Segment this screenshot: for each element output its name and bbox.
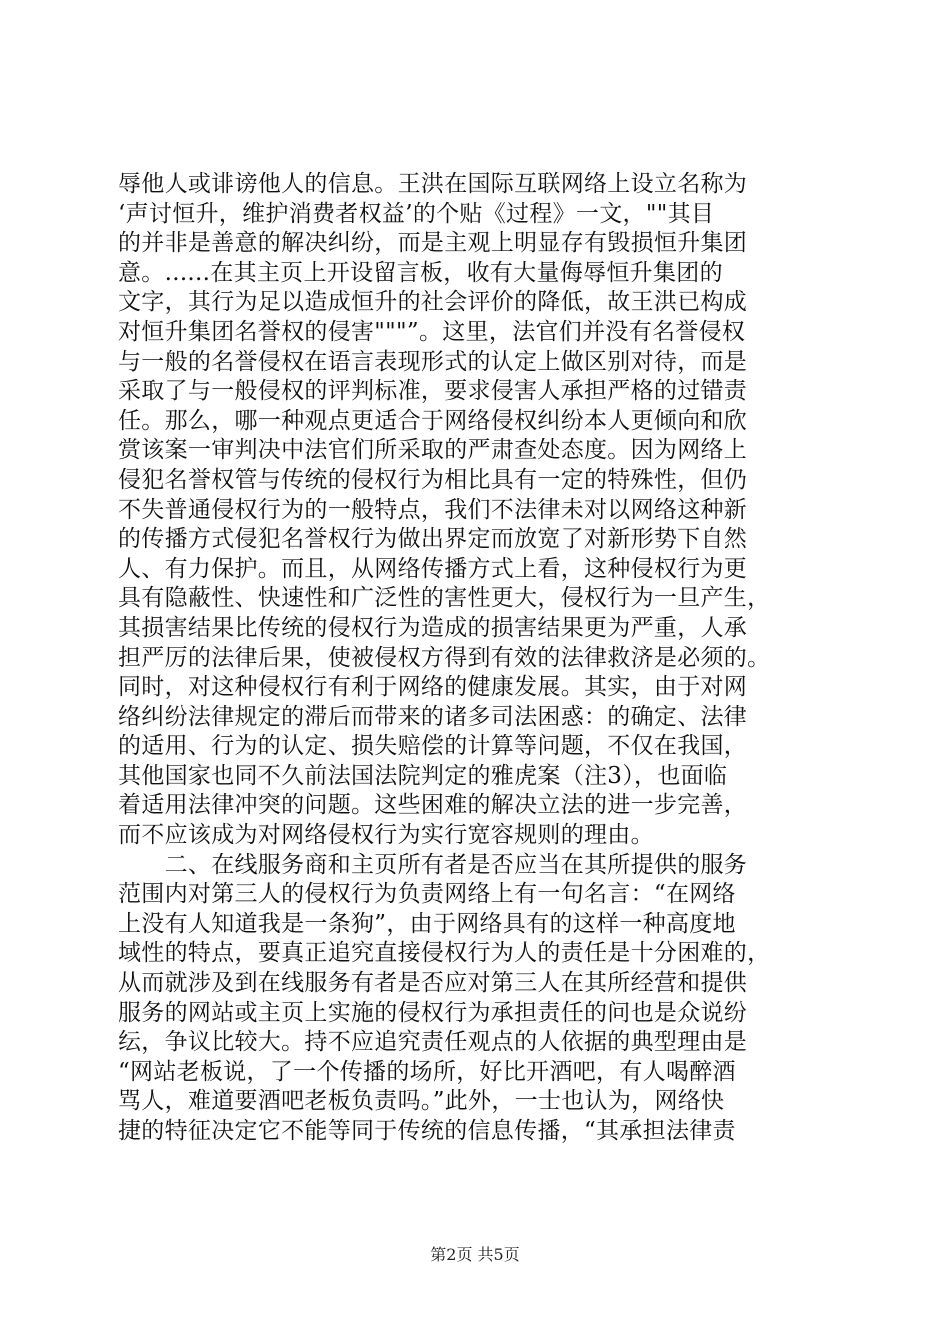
text-line: 人、有力保护。而且，从网络传播方式上看，这种侵权行为更 <box>118 555 748 582</box>
text-line: 具有隐蔽性、快速性和广泛性的害性更大，侵权行为一旦产生， <box>118 585 771 612</box>
text-line: 的并非是善意的解决纠纷，而是主观上明显存有毁损恒升集团 <box>118 230 748 257</box>
text-line: 的适用、行为的认定、损失赔偿的计算等问题，不仅在我国， <box>118 733 748 760</box>
page-footer: 第2页 共5页 <box>430 1245 520 1264</box>
text-line: 任。那么，哪一种观点更适合于网络侵权纠纷本人更倾向和欣 <box>118 407 748 434</box>
text-line: 与一般的名誉侵权在语言表现形式的认定上做区别对待，而是 <box>118 348 748 375</box>
text-line: 赏该案一审判决中法官们所采取的严肃查处态度。因为网络上 <box>118 437 748 464</box>
text-line: ‘声讨恒升，维护消费者权益’的个贴《过程》一文，""其目 <box>118 200 715 227</box>
text-line: 骂人，难道要酒吧老板负责吗。”此外，一士也认为，网络快 <box>118 1088 725 1115</box>
text-line: 从而就涉及到在线服务有者是否应对第三人在其所经营和提供 <box>118 970 748 997</box>
text-line: 辱他人或诽谤他人的信息。王洪在国际互联网络上设立名称为 <box>118 171 748 197</box>
text-line: 其他国家也同不久前法国法院判定的雅虎案（注3），也面临 <box>118 762 728 789</box>
text-line: 域性的特点，要真正追究直接侵权行为人的责任是十分困难的， <box>118 940 771 967</box>
text-line: 不失普通侵权行为的一般特点，我们不法律未对以网络这种新 <box>118 496 748 523</box>
text-line: 对恒升集团名誉权的侵害"""”。这里，法官们并没有名誉侵权 <box>118 318 746 345</box>
text-line: 其损害结果比传统的侵权行为造成的损害结果更为严重，人承 <box>118 614 748 641</box>
text-line: 络纠纷法律规定的滞后而带来的诸多司法困惑：的确定、法律 <box>118 703 748 730</box>
text-line: 担严厉的法律后果，使被侵权方得到有效的法律救济是必须的。 <box>118 644 771 671</box>
text-line: 范围内对第三人的侵权行为负责网络上有一句名言：“在网络 <box>118 881 736 908</box>
body-text <box>118 170 858 1147</box>
text-line: 纭，争议比较大。持不应追究责任观点的人依据的典型理由是 <box>118 1029 748 1056</box>
text-line: 文字，其行为足以造成恒升的社会评价的降低，故王洪已构成 <box>118 289 748 316</box>
text-line: 侵犯名誉权管与传统的侵权行为相比具有一定的特殊性，但仍 <box>118 466 748 493</box>
text-line: 采取了与一般侵权的评判标准，要求侵害人承担严格的过错责 <box>118 378 748 405</box>
text-line: 着适用法律冲突的问题。这些困难的解决立法的进一步完善， <box>118 792 748 819</box>
text-line: 服务的网站或主页上实施的侵权行为承担责任的问也是众说纷 <box>118 999 748 1026</box>
text-line: 捷的特征决定它不能等同于传统的信息传播，“其承担法律责 <box>118 1118 736 1144</box>
text-line: 意。......在其主页上开设留言板，收有大量侮辱恒升集团的 <box>118 259 723 286</box>
text-line: 二、在线服务商和主页所有者是否应当在其所提供的服务 <box>118 851 748 878</box>
text-line: 同时，对这种侵权行有利于网络的健康发展。其实，由于对网 <box>118 674 748 701</box>
text-line: 而不应该成为对网络侵权行为实行宽容规则的理由。 <box>118 822 654 849</box>
text-line: 的传播方式侵犯名誉权行为做出界定而放宽了对新形势下自然 <box>118 526 748 553</box>
text-line: 上没有人知道我是一条狗”，由于网络具有的这样一种高度地 <box>118 910 736 937</box>
text-line: “网站老板说，了一个传播的场所，好比开酒吧，有人喝醉酒 <box>118 1058 736 1085</box>
